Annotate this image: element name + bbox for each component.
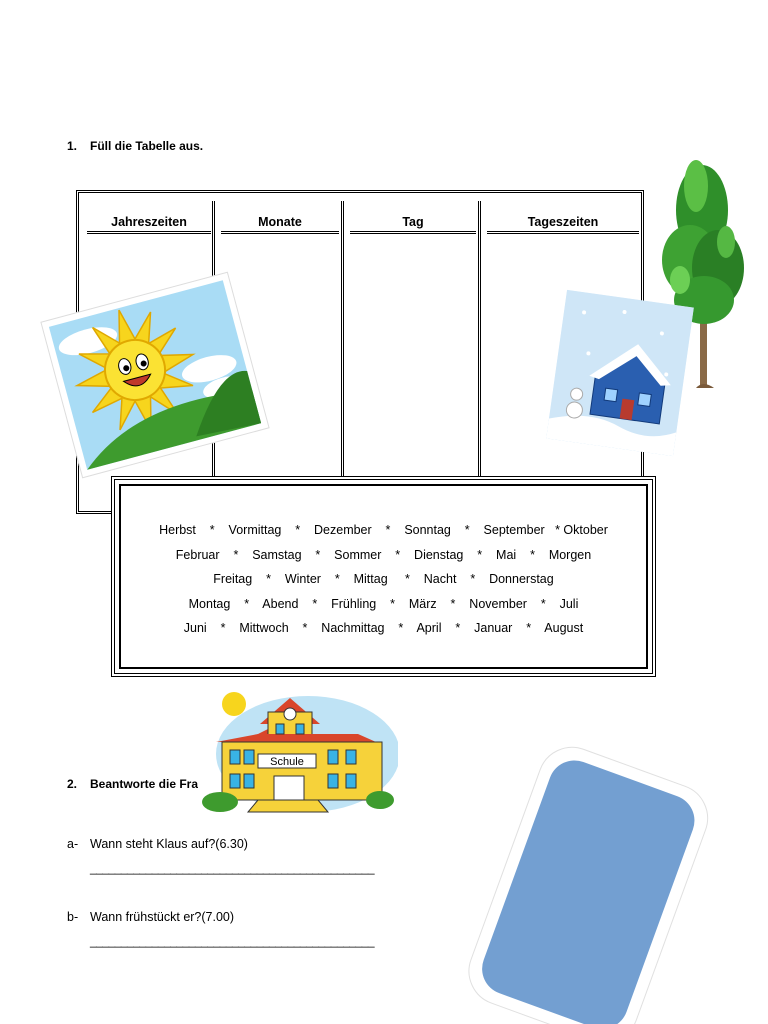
question-b-letter: b- [67,910,79,924]
header-jahreszeiten: Jahreszeiten [111,215,187,229]
task-1-title: Füll die Tabelle aus. [90,139,204,153]
school-image [198,684,398,824]
column-tag [342,201,480,507]
task-2-number: 2. [67,777,78,791]
word-bank-line: Juni * Mittwoch * Nachmittag * April * Januar * August [183,621,584,635]
question-a [67,837,248,851]
header-tag: Tag [402,215,424,229]
question-b [67,910,234,924]
word-bank-line: Freitag * Winter * Mittag * Nacht * Donnerstag [213,572,554,586]
task-1-number: 1. [67,139,78,153]
answer-line-a[interactable]: ______________________________________________ [90,861,374,875]
answer-line-b[interactable]: ______________________________________________ [90,934,374,948]
task-1-heading [67,139,203,153]
header-divider [221,231,339,234]
school-sign-text: Schule [270,756,304,768]
header-divider [350,231,476,234]
header-divider [87,231,211,234]
header-monate: Monate [258,215,302,229]
word-bank-box [111,476,656,677]
question-a-letter: a- [67,837,79,851]
word-bank [115,518,652,641]
question-b-text: Wann frühstückt er?(7.00) [90,910,235,924]
word-bank-line: Montag * Abend * Frühling * März * November * Juli [188,596,579,611]
winter-house-image [546,290,694,456]
word-bank-line: Herbst * Vormittag * Dezember * Sonntag * September * Oktober [159,523,608,537]
blue-card-shape [440,740,740,1024]
header-divider [487,231,639,234]
task-2-heading [67,777,198,791]
task-2-title: Beantworte die Fra [90,777,199,791]
question-a-text: Wann steht Klaus auf?(6.30) [90,837,248,851]
word-bank-line: Februar * Samstag * Sommer * Dienstag * Mai * Morgen [175,547,592,562]
header-tageszeiten: Tageszeiten [527,215,599,229]
